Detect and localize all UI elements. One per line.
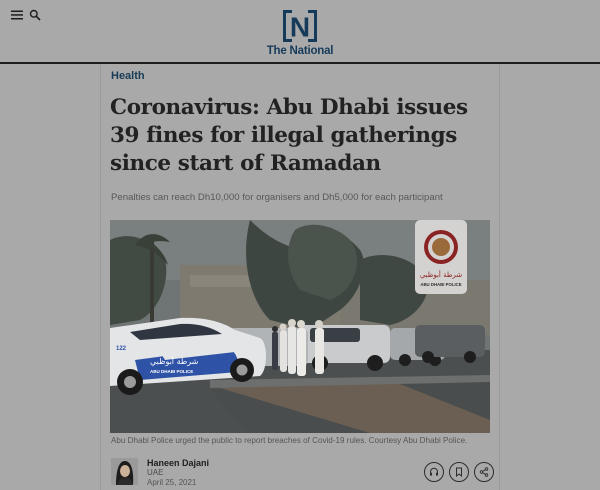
author-portrait-icon bbox=[111, 458, 138, 485]
site-logo[interactable] bbox=[262, 8, 338, 58]
article-headline: Coronavirus: Abu Dhabi issues 39 fines for illegal gatherings since start of Ramadan bbox=[110, 95, 468, 176]
search-icon[interactable] bbox=[29, 9, 41, 21]
svg-text:شرطة أبوظبي: شرطة أبوظبي bbox=[150, 357, 199, 366]
avatar[interactable] bbox=[111, 458, 138, 485]
svg-text:N: N bbox=[289, 11, 311, 43]
svg-text:ABU DHABI POLICE: ABU DHABI POLICE bbox=[150, 369, 194, 374]
image-caption: Abu Dhabi Police urged the public to report breaches of Covid-19 rules. Courtesy Abu Dhabi Police. bbox=[111, 436, 468, 445]
article-subheadline: Penalties can reach Dh10,000 for organisers and Dh5,000 for each participant bbox=[111, 192, 443, 203]
the-national-logo-icon bbox=[281, 8, 319, 44]
svg-text:122: 122 bbox=[116, 346, 127, 352]
author-name[interactable]: Haneen Dajani bbox=[147, 458, 210, 468]
svg-text:ABU DHABI POLICE: ABU DHABI POLICE bbox=[420, 282, 462, 287]
headphones-icon bbox=[429, 467, 439, 477]
svg-text:شرطة أبوظبي: شرطة أبوظبي bbox=[419, 271, 463, 279]
section-label[interactable]: Health bbox=[111, 70, 145, 82]
share-button[interactable] bbox=[474, 462, 494, 482]
site-header bbox=[0, 0, 600, 64]
article-photo[interactable] bbox=[110, 220, 490, 433]
bookmark-button[interactable] bbox=[449, 462, 469, 482]
logo-wordmark: The National bbox=[266, 45, 334, 57]
bookmark-icon bbox=[454, 467, 464, 477]
listen-button[interactable] bbox=[424, 462, 444, 482]
publish-date: April 25, 2021 bbox=[147, 478, 197, 487]
police-scene-image bbox=[110, 220, 490, 433]
author-section: UAE bbox=[147, 468, 164, 477]
menu-icon[interactable] bbox=[11, 10, 24, 20]
share-icon bbox=[479, 467, 489, 477]
